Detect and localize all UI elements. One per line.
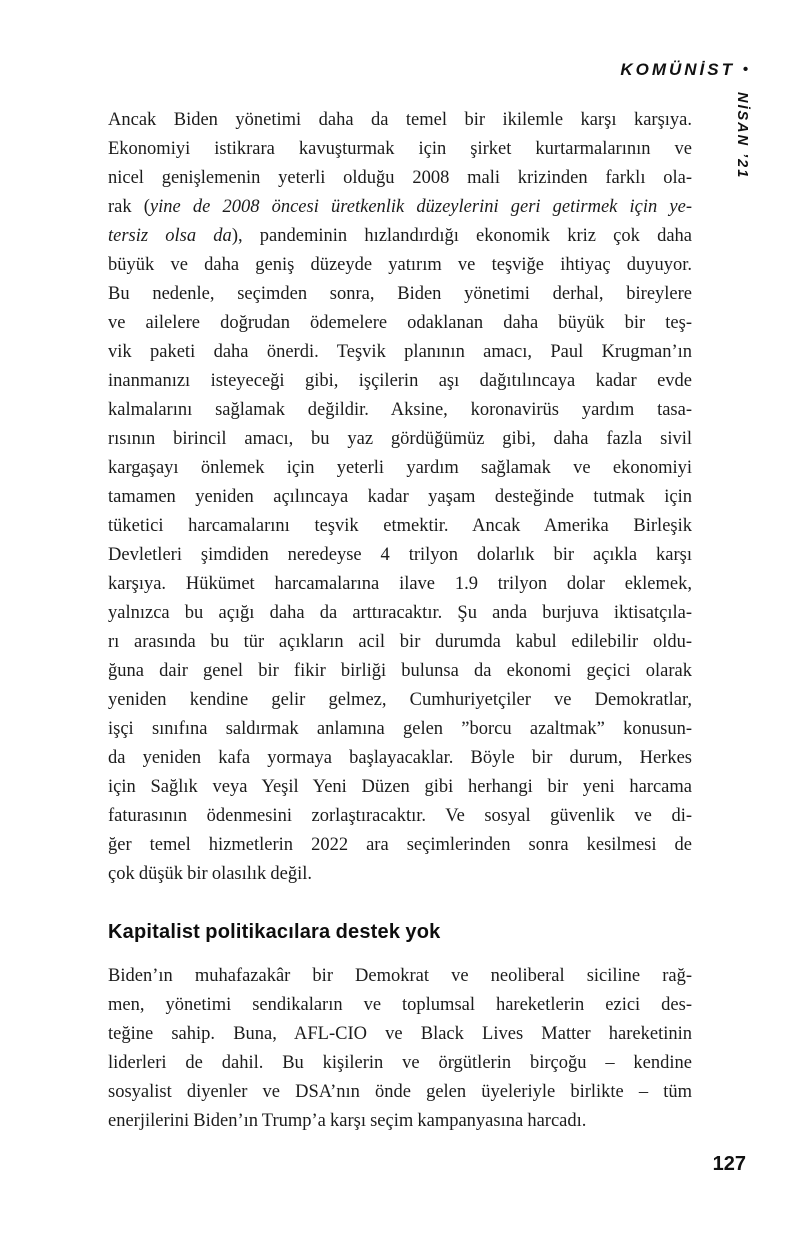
text-line: için Sağlık veya Yeşil Yeni Düzen gibi herhangi bir yeni harcama xyxy=(108,777,692,797)
text-line: çok düşük bir olasılık değil. xyxy=(108,864,313,884)
text-line: karşıya. Hükümet harcamalarına ilave 1.9 trilyon dolar eklemek, xyxy=(108,574,692,594)
text-line: ğer temel hizmetlerin 2022 ara seçimlerinden sonra kesilmesi de xyxy=(108,835,692,855)
text-line: tüketici harcamalarını teşvik etmektir. Ancak Amerika Birleşik xyxy=(108,516,692,536)
text-line: büyük ve daha geniş düzeyde yatırım ve teşviğe ihtiyaç duyuyor. xyxy=(108,255,692,275)
text-line: rak (yine de 2008 öncesi üretkenlik düzeylerini geri getirmek için ye- xyxy=(108,197,692,217)
issue-label: NİSAN ’21 xyxy=(734,92,750,180)
text-line: sosyalist diyenler ve DSA’nın önde gelen üyeleriyle birlikte – tüm xyxy=(108,1082,692,1102)
text-line: nicel genişlemenin yeterli olduğu 2008 mali krizinden farklı ola- xyxy=(108,168,692,188)
text-line: faturasının ödenmesini zorlaştıracaktır. Ve sosyal güvenlik ve di- xyxy=(108,806,692,826)
text-line: liderleri de dahil. Bu kişilerin ve örgütlerin birçoğu – kendine xyxy=(108,1053,692,1073)
text-line: Biden’ın muhafazakâr bir Demokrat ve neoliberal siciline rağ- xyxy=(108,966,692,986)
text-line: Devletleri şimdiden neredeyse 4 trilyon dolarlık bir açıkla karşı xyxy=(108,545,692,565)
text-line: ve ailelere doğrudan ödemelere odaklanan daha büyük bir teş- xyxy=(108,313,692,333)
text-line: yalnızca bu açığı daha da arttıracaktır. Şu anda burjuva iktisatçıla- xyxy=(108,603,692,623)
text-line: rısının birincil amacı, bu yaz gördüğümüz gibi, daha fazla sivil xyxy=(108,429,692,449)
text-line: rı arasında bu tür açıkların acil bir durumda kabul edilebilir oldu- xyxy=(108,632,692,652)
text-line: da yeniden kafa yormaya başlayacaklar. Böyle bir durum, Herkes xyxy=(108,748,692,768)
text-line: Ancak Biden yönetimi daha da temel bir ikilemle karşı karşıya. xyxy=(108,110,692,130)
magazine-title: KOMÜNİST xyxy=(620,60,735,79)
text-line: tamamen yeniden açılıncaya kadar yaşam desteğinde tutmak için xyxy=(108,487,692,507)
text-line: Bu nedenle, seçimden sonra, Biden yönetimi derhal, bireylere xyxy=(108,284,692,304)
paragraph-1 xyxy=(108,106,692,889)
text-line: tersiz olsa da), pandeminin hızlandırdığı ekonomik kriz çok daha xyxy=(108,226,692,246)
text-line: Ekonomiyi istikrara kavuşturmak için şirket kurtarmalarının ve xyxy=(108,139,692,159)
text-line: kalmalarını sağlamak değildir. Aksine, koronavirüs yardım tasa- xyxy=(108,400,692,420)
article-body xyxy=(108,106,692,1136)
bullet-icon: • xyxy=(742,61,748,78)
text-line: ğuna dair genel bir fikir birliği bulunsa da ekonomi geçici olarak xyxy=(108,661,692,681)
text-line: men, yönetimi sendikaların ve toplumsal hareketlerin ezici des- xyxy=(108,995,692,1015)
text-line: inanmanızı isteyeceği gibi, işçilerin aşı dağıtılıncaya kadar evde xyxy=(108,371,692,391)
text-line: teğine sahip. Buna, AFL-CIO ve Black Lives Matter hareketinin xyxy=(108,1024,692,1044)
text-line: vik paketi daha önerdi. Teşvik planının amacı, Paul Krugman’ın xyxy=(108,342,692,362)
text-line: işçi sınıfına saldırmak anlamına gelen ”borcu azaltmak” konusun- xyxy=(108,719,692,739)
text-line: enerjilerini Biden’ın Trump’a karşı seçim kampanyasına harcadı. xyxy=(108,1111,587,1131)
page-number: 127 xyxy=(712,1153,746,1175)
section-heading: Kapitalist politikacılara destek yok xyxy=(108,921,441,943)
paragraph-2 xyxy=(108,962,692,1136)
running-header xyxy=(620,60,748,80)
text-line: kargaşayı önlemek için yeterli yardım sağlamak ve ekonomiyi xyxy=(108,458,692,478)
text-line: yeniden kendine gelir gelmez, Cumhuriyetçiler ve Demokratlar, xyxy=(108,690,692,710)
